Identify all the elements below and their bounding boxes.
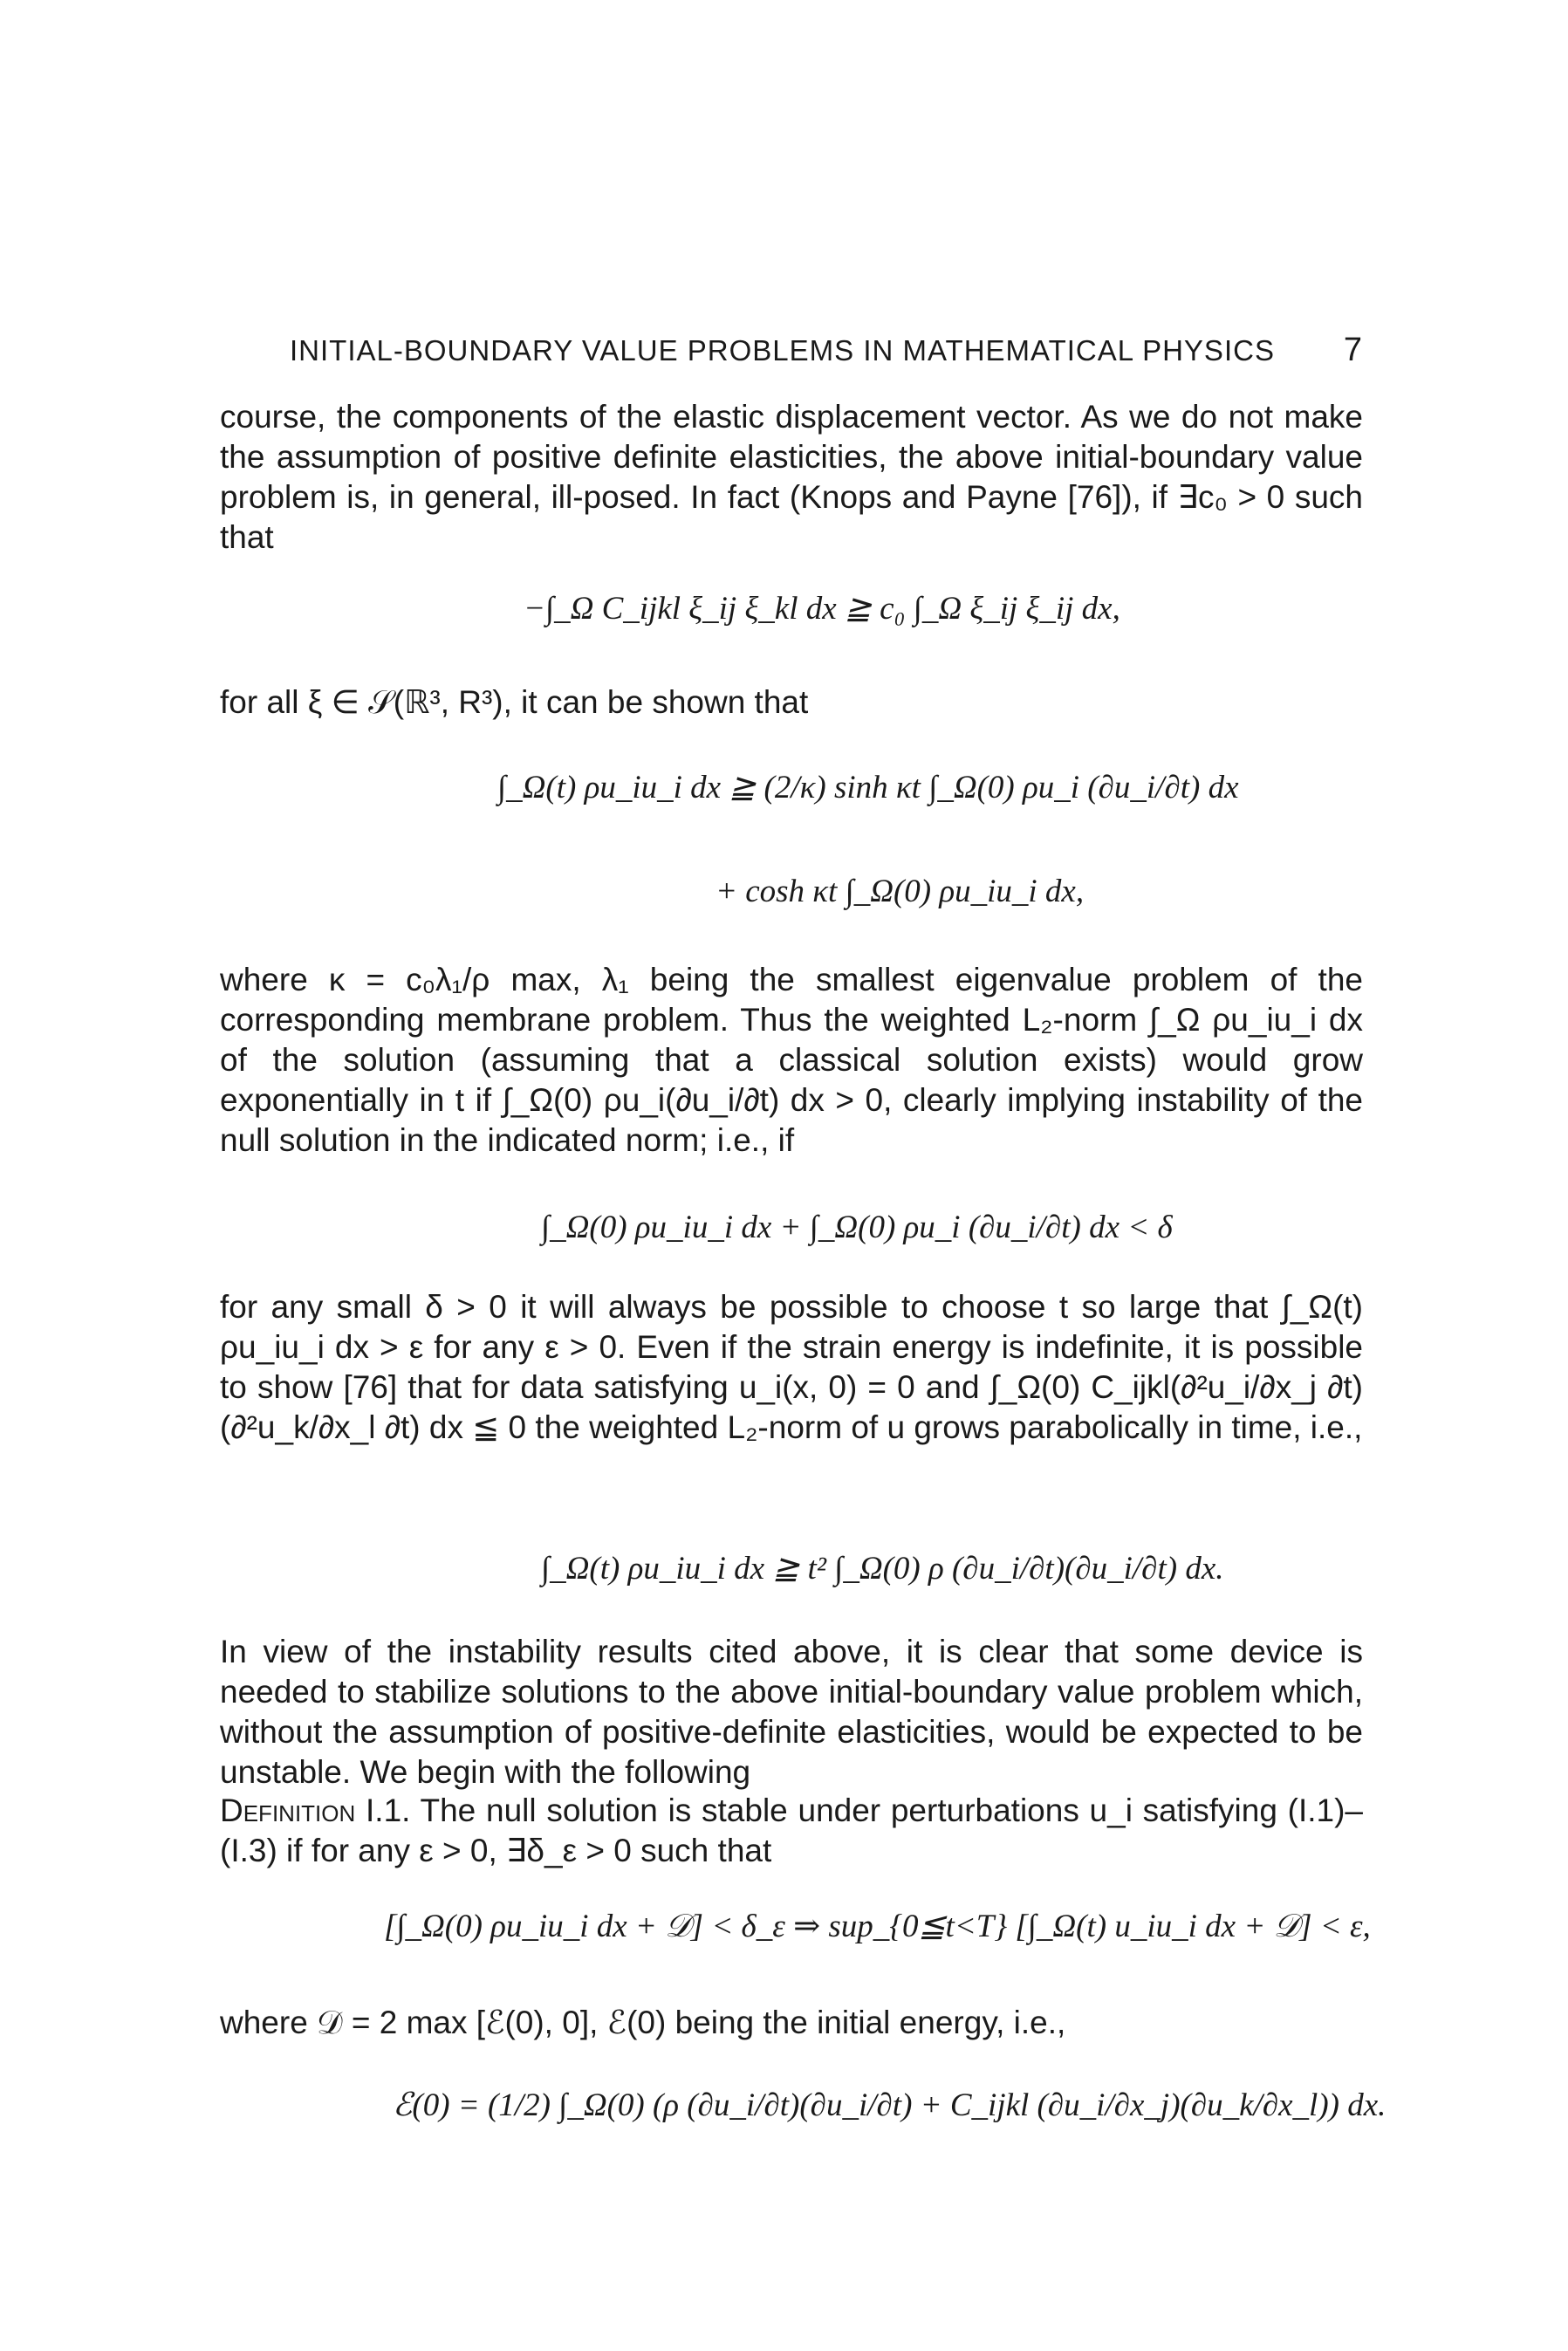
equation-5-text: [∫_Ω(0) ρu_iu_i dx + 𝒟] < δ_ε ⇒ sup_{0≦t<T} [∫_Ω(t) u_iu_i dx + 𝒟] < ε, (384, 1909, 1371, 1944)
paragraph-5-text: In view of the instability results cited above, it is clear that some device is needed to stabilize solutions to the above initial-boundary value problem which, without the assumption of positive-definite elasticities, would be expected to be unstable. We begin with the following (220, 1634, 1363, 1790)
paragraph-5 (220, 1632, 1363, 1792)
paragraph-1 (220, 397, 1363, 558)
equation-6 (393, 2086, 1386, 2124)
equation-1 (524, 589, 1120, 627)
equation-5 (384, 1907, 1371, 1945)
equation-2-line-2 (716, 873, 1084, 910)
equation-3 (541, 1209, 1173, 1246)
paragraph-2 (220, 682, 1363, 723)
paragraph-6 (220, 2003, 1363, 2043)
paragraph-6-text: where 𝒟 = 2 max [ℰ(0), 0], ℰ(0) being the initial energy, i.e., (220, 2005, 1066, 2040)
equation-4-text: ∫_Ω(t) ρu_iu_i dx ≧ t² ∫_Ω(0) ρ (∂u_i/∂t)(∂u_i/∂t) dx. (541, 1551, 1224, 1587)
paragraph-1-text: course, the components of the elastic displacement vector. As we do not make the assumption of positive definite elasticities, the above initial-boundary value problem is, in general, ill-posed. In fact (Knops and Payne [76]), if ∃c₀ > 0 such that (220, 399, 1363, 555)
definition-text: The null solution is stable under perturbations u_i satisfying (I.1)–(I.3) if for any ε > 0, ∃δ_ε > 0 such that (220, 1792, 1363, 1868)
paragraph-3-text: where κ = c₀λ₁/ρ max, λ₁ being the smallest eigenvalue problem of the corresponding membrane problem. Thus the weighted L₂-norm ∫_Ω ρu_iu_i dx of the solution (assuming that a classical solution exists) would grow exponentially in t if ∫_Ω(0) ρu_i(∂u_i/∂t) dx > 0, clearly implying instability of the null solution in the indicated norm; i.e., if (220, 962, 1363, 1158)
equation-2-line-2-text: + cosh κt ∫_Ω(0) ρu_iu_i dx, (716, 874, 1085, 909)
definition-label: Definition I.1. (220, 1792, 411, 1828)
running-title: INITIAL-BOUNDARY VALUE PROBLEMS IN MATHEMATICAL PHYSICS (290, 334, 1275, 367)
equation-4 (541, 1549, 1224, 1587)
definition-1 (220, 1791, 1363, 1871)
equation-1-text: −∫_Ω C_ijkl ξ_ij ξ_kl dx ≧ c₀ ∫_Ω ξ_ij ξ_ij dx, (524, 591, 1120, 627)
equation-2-line-1-text: ∫_Ω(t) ρu_iu_i dx ≧ (2/κ) sinh κt ∫_Ω(0) ρu_i (∂u_i/∂t) dx (497, 770, 1239, 805)
equation-2-line-1 (497, 768, 1239, 806)
equation-6-text: ℰ(0) = (1/2) ∫_Ω(0) (ρ (∂u_i/∂t)(∂u_i/∂t) + C_ijkl (∂u_i/∂x_j)(∂u_k/∂x_l)) dx. (393, 2087, 1387, 2123)
equation-3-text: ∫_Ω(0) ρu_iu_i dx + ∫_Ω(0) ρu_i (∂u_i/∂t) dx < δ (541, 1210, 1173, 1245)
page-number: 7 (1343, 332, 1363, 368)
paragraph-4 (220, 1287, 1363, 1448)
page-header (290, 332, 1363, 369)
paragraph-2-text: for all ξ ∈ 𝒮(ℝ³, R³), it can be shown that (220, 684, 809, 720)
paragraph-4-text: for any small δ > 0 it will always be possible to choose t so large that ∫_Ω(t) ρu_iu_i dx > ε for any ε > 0. Even if the strain energy is indefinite, it is possible to show [76] that for data satisfying u_i(x, 0) = 0 and ∫_Ω(0) C_ijkl(∂²u_i/∂x_j ∂t)(∂²u_k/∂x_l ∂t) dx ≦ 0 the weighted L₂-norm of u grows parabolically in time, i.e., (220, 1289, 1363, 1445)
paragraph-3 (220, 960, 1363, 1161)
